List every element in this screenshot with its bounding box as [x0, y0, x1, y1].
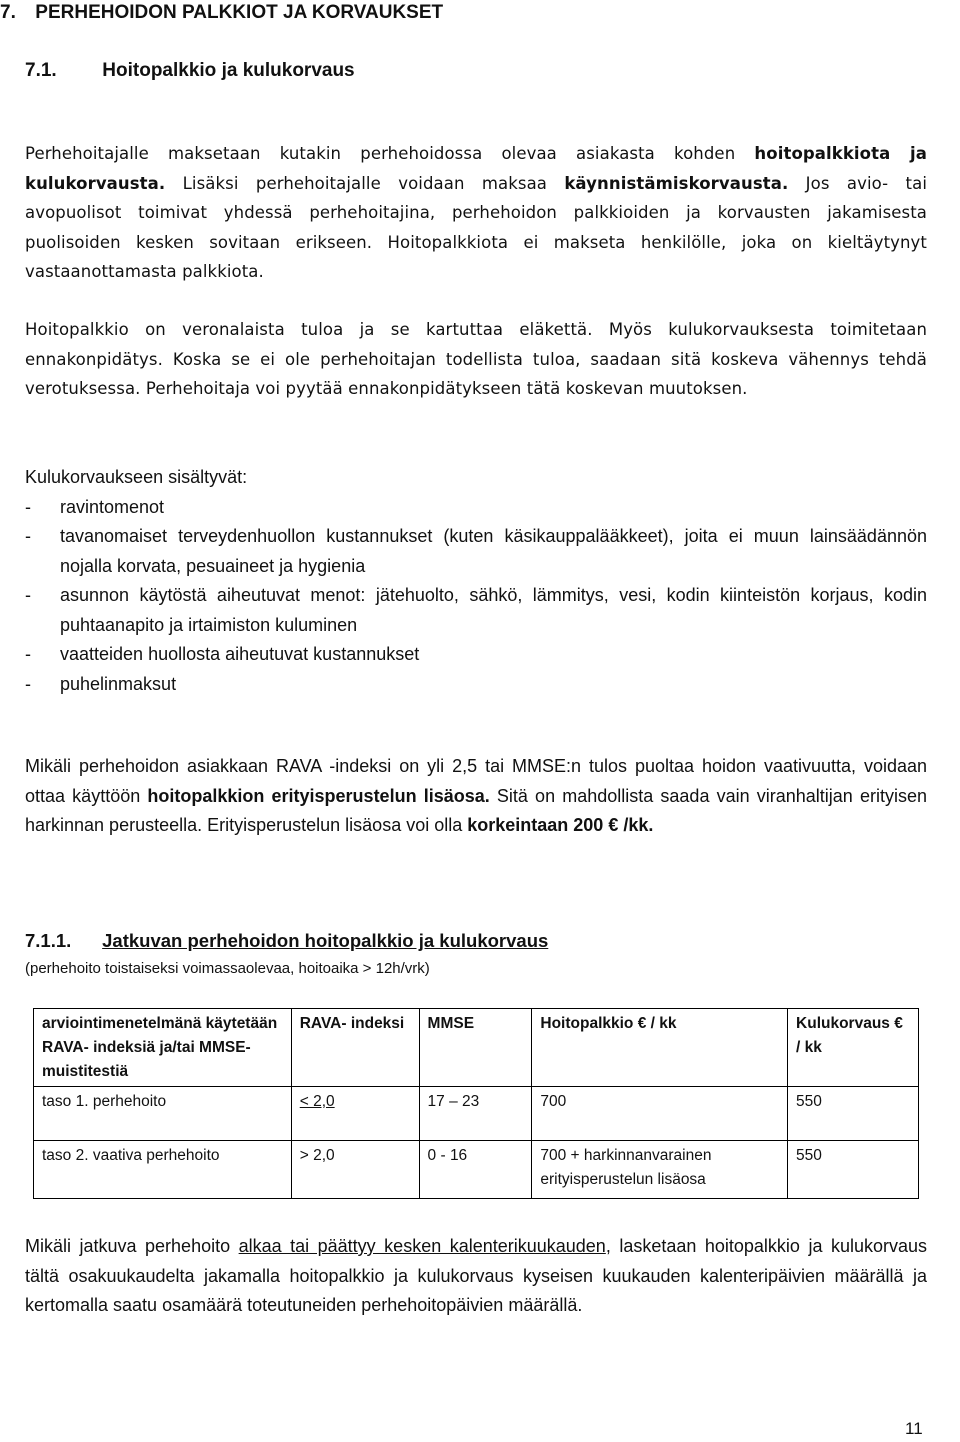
- subsection-subtitle: (perhehoito toistaiseksi voimassaolevaa, hoitoaika > 12h/vrk): [25, 960, 430, 977]
- section-number: 7.1.: [25, 60, 57, 81]
- subsection-number: 7.1.1.: [25, 930, 72, 951]
- table-row: taso 2. vaativa perhehoito > 2,0 0 - 16 700 + harkinnanvarainen erityisperustelun lisäosa 550: [34, 1141, 919, 1199]
- header-method: arviointimenetelmänä käytetään RAVA- indeksiä ja/tai MMSE- muistitestiä: [34, 1009, 292, 1087]
- closing-paragraph: Mikäli jatkuva perhehoito alkaa tai päättyy kesken kalenterikuukauden, lasketaan hoitopalkkio ja kulukorvaus tältä osakuukaudelta jakamalla hoitopalkkio ja kulukorvaus kyseisen kuukauden kalenteripäivien määrällä ja kertomalla saatu osamäärä toteutuneiden perhehoitopäivien määrällä.: [25, 1236, 927, 1315]
- chapter-title: PERHEHOIDON PALKKIOT JA KORVAUKSET: [35, 2, 444, 23]
- tax-paragraph: Hoitopalkkio on veronalaista tuloa ja se kartuttaa eläkettä. Myös kulukorvauksesta toimitetaan ennakonpidätys. Koska se ei ole perhehoitajan todellista tuloa, saadaan sitä koskeva vähennys tehdä verotuksessa. Perhehoitaja voi pyytää ennakonpidätykseen tätä koskevan muutoksen.: [25, 320, 927, 398]
- closing-underlined: alkaa tai päättyy kesken kalenterikuukauden: [238, 1236, 606, 1256]
- list-item: - tavanomaiset terveydenhuollon kustannukset (kuten käsikauppalääkkeet), joita ei muun lainsäädännön nojalla korvata, pesuaineet ja hygienia: [25, 522, 927, 581]
- intro-paragraph: Perhehoitajalle maksetaan kutakin perhehoidossa olevaa asiakasta kohden hoitopalkkiota ja kulukorvausta. Lisäksi perhehoitajalle voidaan maksaa käynnistämiskorvausta. Jos avio- tai avopuolisot toimivat yhdessä perhehoitajina, perhehoidon palkkioiden ja korvausten jakamisesta puolisoiden kesken sovitaan erikseen. Hoitopalkkiota ei makseta henkilölle, joka on kieltäytynyt vastaanottamasta palkkiota.: [25, 144, 928, 281]
- header-expense: Kulukorvaus € / kk: [788, 1009, 919, 1087]
- list-item: - puhelinmaksut: [25, 670, 927, 700]
- expense-list: [25, 493, 927, 700]
- special-bold-1: hoitopalkkion erityisperustelun lisäosa.: [147, 785, 490, 806]
- subsection-title: Jatkuvan perhehoidon hoitopalkkio ja kulukorvaus: [102, 930, 549, 951]
- list-item: - vaatteiden huollosta aiheutuvat kustannukset: [25, 640, 927, 670]
- table-header-row: [34, 1009, 919, 1087]
- expense-list-block: [25, 463, 927, 699]
- chapter-heading: [0, 2, 444, 24]
- list-item: - asunnon käytöstä aiheutuvat menot: jätehuolto, sähkö, lämmitys, vesi, kodin kiinteistön korjaus, kodin puhtaanapito ja irtaimiston kuluminen: [25, 581, 927, 640]
- table-row: taso 1. perhehoito < 2,0 17 – 23 700 550: [34, 1087, 919, 1141]
- list-item: - ravintomenot: [25, 493, 927, 523]
- special-paragraph: Mikäli perhehoidon asiakkaan RAVA -indeksi on yli 2,5 tai MMSE:n tulos puoltaa hoidon vaativuutta, voidaan ottaa käyttöön hoitopalkkion erityisperustelun lisäosa. Sitä on mahdollista saada vain viranhaltijan erityisen harkinnan perusteella. Erityisperustelun lisäosa voi olla korkeintaan 200 € /kk.: [25, 756, 927, 835]
- subsection-heading: [25, 930, 548, 952]
- section-heading: [25, 60, 355, 82]
- special-bold-2: korkeintaan 200 € /kk.: [467, 815, 654, 835]
- intro-bold-1: hoitopalkkiota ja kulukorvausta.: [25, 144, 927, 193]
- intro-bold-2: käynnistämiskorvausta.: [564, 173, 789, 193]
- header-rava: RAVA- indeksi: [291, 1009, 419, 1087]
- page-number: 11: [905, 1419, 923, 1438]
- header-fee: Hoitopalkkio € / kk: [532, 1009, 788, 1087]
- chapter-number: 7.: [0, 2, 16, 23]
- header-mmse: MMSE: [419, 1009, 532, 1087]
- expense-list-title: Kulukorvaukseen sisältyvät:: [25, 467, 248, 487]
- fee-table: [33, 1008, 919, 1199]
- section-title: Hoitopalkkio ja kulukorvaus: [102, 60, 355, 81]
